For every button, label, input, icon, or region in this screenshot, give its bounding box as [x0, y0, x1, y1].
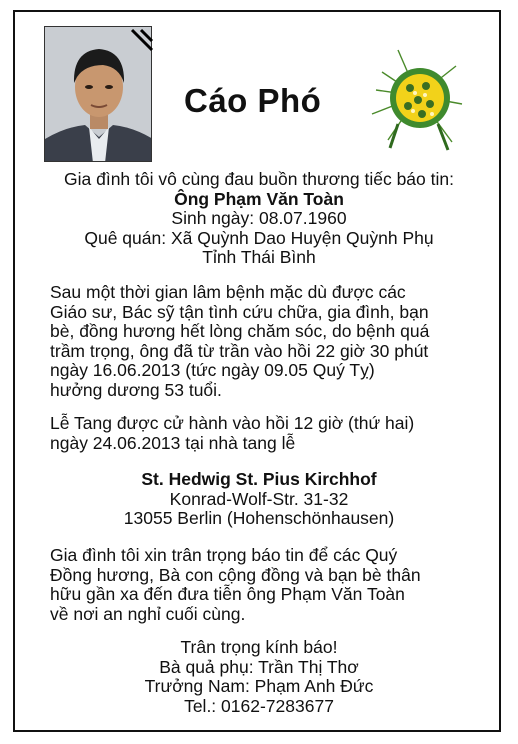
hometown-line-1: Quê quán: Xã Quỳnh Dao Huyện Quỳnh Phụ [84, 227, 434, 248]
funeral-paragraph [50, 414, 490, 453]
closing-regards: Trân trọng kính báo! [180, 637, 338, 657]
venue-section [0, 470, 518, 529]
widow-line: Bà quả phụ: Trần Thị Thơ [159, 656, 359, 677]
passing-paragraph [50, 283, 490, 401]
eldest-son-line: Trưởng Nam: Phạm Anh Đức [144, 676, 374, 697]
phone-line: Tel.: 0162-7283677 [184, 695, 334, 716]
passing-line: Sau một thời gian lâm bệnh mặc dù được các [50, 282, 406, 302]
passing-line: hưởng dương 53 tuổi. [50, 379, 222, 400]
invitation-line: hữu gần xa đến đưa tiễn ông Phạm Văn Toàn [50, 584, 405, 605]
page-title: Cáo Phó [184, 82, 322, 119]
hometown-line-2: Tỉnh Thái Bình [202, 247, 316, 268]
funeral-line: Lễ Tang được cử hành vào hồi 12 giờ (thứ hai) [50, 413, 415, 433]
funeral-wreath-icon [368, 44, 468, 154]
passing-line: bè, đồng hương hết lòng chăm sóc, do bệnh quá [50, 321, 430, 342]
passing-line: Giáo sư, Bác sỹ tận tình cứu chữa, gia đình, bạn [50, 301, 429, 322]
birth-date: Sinh ngày: 08.07.1960 [171, 208, 347, 229]
funeral-line: ngày 24.06.2013 tại nhà tang lễ [50, 432, 296, 453]
invitation-line: Gia đình tôi xin trân trọng báo tin để các Quý [50, 545, 398, 565]
venue-street: Konrad-Wolf-Str. 31-32 [169, 488, 349, 509]
closing-section [0, 638, 518, 716]
announcement-text: Gia đình tôi vô cùng đau buồn thương tiếc báo tin: [64, 169, 454, 189]
invitation-line: Đồng hương, Bà con cộng đồng và bạn bè thân [50, 564, 421, 585]
invitation-line: về nơi an nghỉ cuối cùng. [50, 603, 246, 624]
passing-line: trầm trọng, ông đã từ trần vào hồi 22 giờ 30 phút [50, 340, 429, 361]
passing-line: ngày 16.06.2013 (tức ngày 09.05 Quý Tỵ) [50, 360, 375, 381]
venue-city: 13055 Berlin (Hohenschönhausen) [123, 508, 395, 529]
invitation-paragraph [50, 546, 490, 624]
venue-name: St. Hedwig St. Pius Kirchhof [141, 469, 377, 489]
mourning-ribbon-icon [128, 28, 154, 54]
deceased-name: Ông Phạm Văn Toàn [174, 188, 344, 209]
intro-section [0, 170, 518, 268]
